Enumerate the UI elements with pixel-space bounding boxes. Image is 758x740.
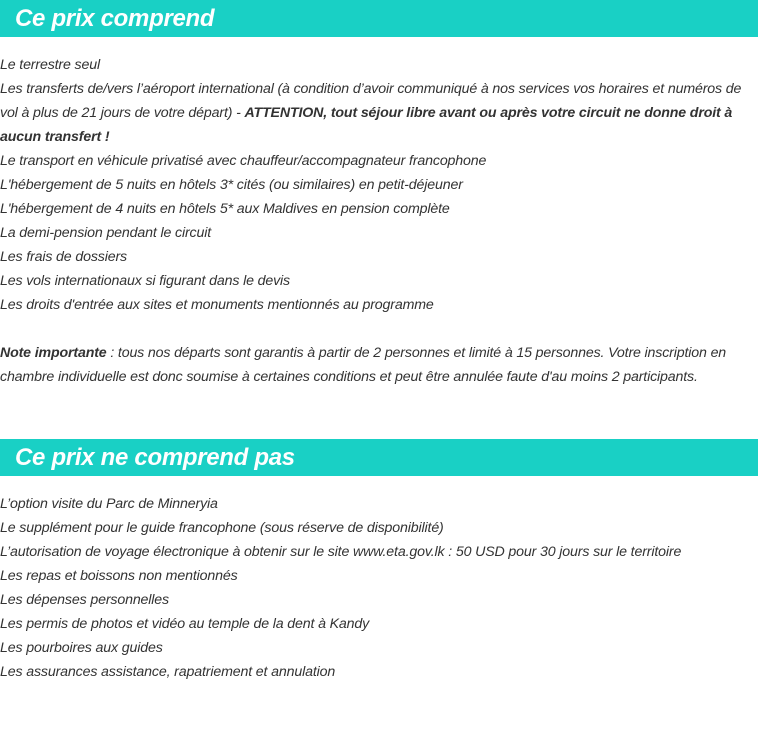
- note-text: : tous nos départs sont garantis à partir de 2 personnes et limité à 15 personnes. Votre inscription en chambre individuelle est donc soumise à certaines conditions et peut être annulée faute d'au moins 2 participants.: [0, 345, 727, 385]
- list-item: L'hébergement de 5 nuits en hôtels 3* cités (ou similaires) en petit-déjeuner: [0, 177, 463, 193]
- list-item: Le supplément pour le guide francophone (sous réserve de disponibilité): [0, 520, 444, 536]
- included-list: [0, 53, 758, 317]
- list-item: L’autorisation de voyage électronique à obtenir sur le site www.eta.gov.lk : 50 USD pour 30 jours sur le territoire: [0, 544, 682, 560]
- list-item: Les assurances assistance, rapatriement et annulation: [0, 664, 336, 680]
- list-item: L’option visite du Parc de Minneryia: [0, 496, 218, 512]
- list-item: L'hébergement de 4 nuits en hôtels 5* aux Maldives en pension complète: [0, 201, 450, 217]
- list-item: Les droits d'entrée aux sites et monuments mentionnés au programme: [0, 297, 434, 313]
- list-item-transfers: [0, 77, 758, 149]
- excluded-section-header: [0, 439, 758, 476]
- included-section-title: Ce prix comprend: [15, 5, 215, 32]
- note-label: Note importante: [0, 345, 107, 361]
- list-item: Les pourboires aux guides: [0, 640, 163, 656]
- excluded-list: [0, 492, 758, 684]
- list-item: La demi-pension pendant le circuit: [0, 225, 211, 241]
- list-item: Les repas et boissons non mentionnés: [0, 568, 238, 584]
- transfers-text: Les transferts de/vers l’aéroport international (à condition d’avoir communiqué à nos services vos horaires et numéros de vol à plus de 21 jours de votre départ) -: [0, 81, 742, 121]
- transfers-attention: ATTENTION, tout séjour libre avant ou après votre circuit ne donne droit à aucun transfert !: [0, 105, 733, 145]
- included-section-header: [0, 0, 758, 37]
- important-note: [0, 341, 752, 389]
- list-item: Le terrestre seul: [0, 57, 100, 73]
- list-item: Les frais de dossiers: [0, 249, 127, 265]
- excluded-section-title: Ce prix ne comprend pas: [15, 444, 295, 471]
- list-item: Les vols internationaux si figurant dans le devis: [0, 273, 290, 289]
- list-item: Le transport en véhicule privatisé avec chauffeur/accompagnateur francophone: [0, 153, 487, 169]
- list-item: Les permis de photos et vidéo au temple de la dent à Kandy: [0, 616, 370, 632]
- list-item: Les dépenses personnelles: [0, 592, 169, 608]
